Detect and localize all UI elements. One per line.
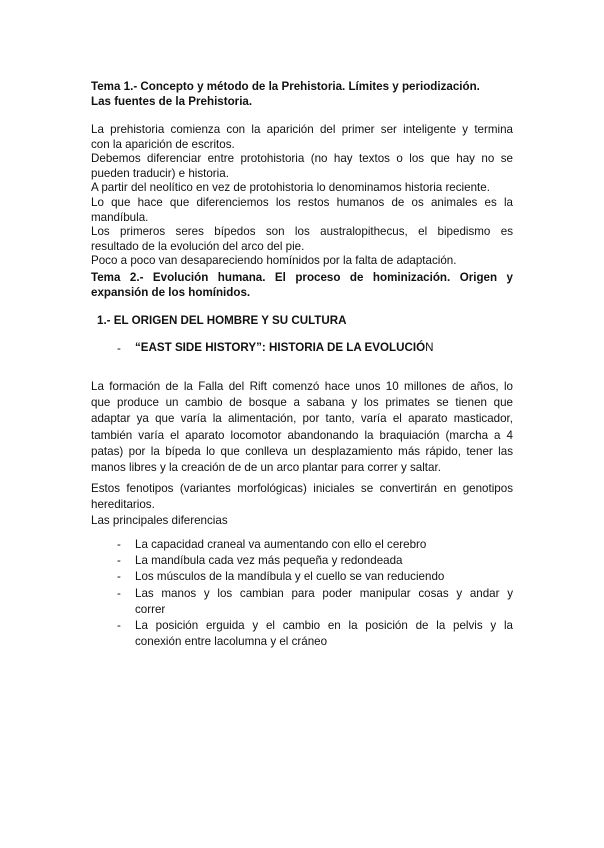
list-item-text: correr	[135, 602, 166, 616]
text-line: resultado de la evolución del arco del pie.	[91, 239, 305, 253]
list-item-text: Las manos y los cambian para poder manipular cosas y andar y	[135, 586, 513, 600]
subheading-tail: N	[425, 341, 434, 354]
list-item-text: La posición erguida y el cambio en la posición de la pelvis y la	[135, 619, 513, 633]
text-line: también varía el aparato locomotor abandonando la braquiación (marcha a 4	[91, 428, 513, 442]
dash-marker: -	[117, 570, 121, 584]
body-paragraph-1	[91, 379, 513, 476]
list-item-text: conexión entre lacolumna y el cráneo	[135, 635, 328, 649]
text-line: manos libres y la creación de de un arco plantar para correr y saltar.	[91, 461, 441, 475]
tema2-title-line: Tema 2.- Evolución humana. El proceso de hominización. Origen y	[91, 271, 513, 284]
text-line: La formación de la Falla del Rift comenzó hace unos 10 millones de años, lo	[91, 380, 513, 393]
list-item-text: La mandíbula cada vez más pequeña y redondeada	[135, 554, 403, 568]
text-line: pueden traducir) e historia.	[91, 166, 229, 180]
text-line: Debemos diferenciar entre protohistoria (no hay textos o los que hay no se	[91, 152, 513, 166]
list-item	[117, 618, 513, 650]
list-item	[117, 537, 513, 553]
text-line: Lo que hace que diferenciemos los restos humanos de os animales es la	[91, 195, 513, 209]
dash-marker: -	[117, 619, 121, 633]
text-line: Los primeros seres bípedos son los australopithecus, el bipedismo es	[91, 225, 513, 239]
text-line: hereditarios.	[91, 498, 155, 512]
text-line: patas) por la bípeda lo que conlleva un desplazamiento más rápido, tener las	[91, 444, 513, 458]
list-item	[117, 553, 513, 569]
subheading-dash: -	[117, 342, 121, 355]
subheading	[135, 341, 433, 354]
list-item-text: Los músculos de la mandíbula y el cuello se van reduciendo	[135, 570, 445, 584]
list-item	[117, 586, 513, 618]
dash-marker: -	[117, 538, 121, 551]
tema2-title	[91, 271, 513, 300]
text-line: con la aparición de escritos.	[91, 137, 235, 151]
text-line: adaptar ya que varía la alimentación, por tanto, varía el aparato masticador,	[91, 412, 513, 426]
body-paragraph-2	[91, 481, 513, 530]
section-heading: 1.- EL ORIGEN DEL HOMBRE Y SU CULTURA	[97, 314, 347, 327]
dash-marker: -	[117, 586, 121, 600]
text-line: Las principales diferencias	[91, 514, 228, 528]
dash-marker: -	[117, 554, 121, 568]
subheading-text: “EAST SIDE HISTORY”: HISTORIA DE LA EVOLUCIÓ	[135, 341, 426, 354]
list-item-text: La capacidad craneal va aumentando con ello el cerebro	[135, 538, 427, 551]
text-line: Estos fenotipos (variantes morfológicas) iniciales se convertirán en genotipos	[91, 482, 513, 495]
text-line: que produce un cambio de bosque a sabana y los primates se tienen que	[91, 396, 513, 410]
tema1-title	[91, 80, 513, 109]
list-item	[117, 569, 513, 585]
text-line: mandíbula.	[91, 210, 149, 224]
text-line: La prehistoria comienza con la aparición del primer ser inteligente y termina	[91, 123, 513, 136]
text-line: A partir del neolítico en vez de protohistoria lo denominamos historia reciente.	[91, 181, 490, 195]
text-line: Poco a poco van desapareciendo homínidos por la falta de adaptación.	[91, 254, 457, 268]
tema1-title-line: Tema 1.- Concepto y método de la Prehistoria. Límites y periodización.	[91, 80, 480, 93]
tema1-title-line: Las fuentes de la Prehistoria.	[91, 94, 253, 108]
tema1-paragraph	[91, 123, 513, 269]
tema2-title-line: expansión de los homínidos.	[91, 285, 251, 299]
differences-list	[117, 537, 513, 650]
